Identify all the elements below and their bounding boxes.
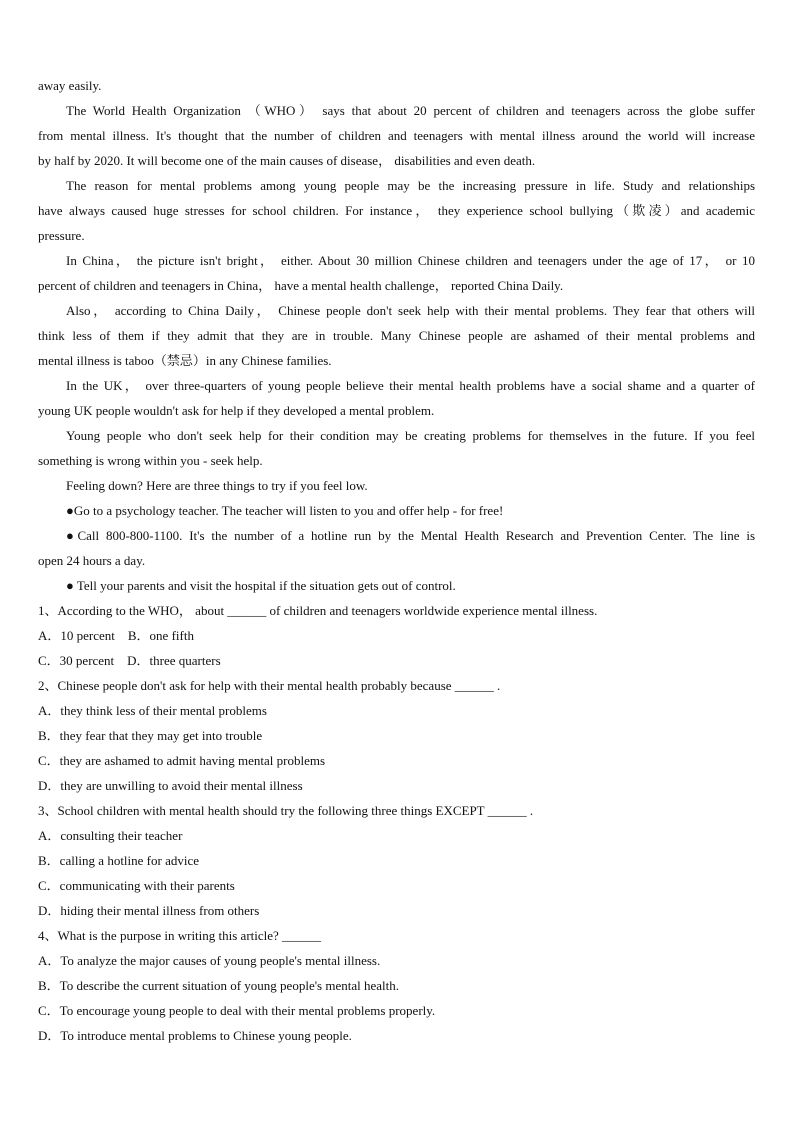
text-line: In the UK， over three-quarters of young people believe their mental health problems have a social shame and a quarter of bbox=[66, 378, 755, 393]
answer-option: A．consulting their teacher bbox=[38, 828, 183, 843]
passage-paragraph bbox=[38, 423, 755, 473]
text-line: something is wrong within you - seek help. bbox=[38, 453, 263, 468]
text-line: from mental illness. It's thought that the number of children and teenagers with mental illness around the world will increase bbox=[38, 128, 755, 143]
text-line: mental illness is taboo（禁忌）in any Chinese families. bbox=[38, 353, 332, 368]
text-line: young UK people wouldn't ask for help if they developed a mental problem. bbox=[38, 403, 435, 418]
passage-paragraph bbox=[38, 523, 755, 573]
text-line: The reason for mental problems among young people may be the increasing pressure in life. Study and relationships bbox=[66, 178, 755, 193]
text-line: Also， according to China Daily， Chinese people don't seek help with their mental problems. They fear that others will bbox=[66, 303, 755, 318]
text-line: have always caused huge stresses for school children. For instance， they experience school bullying（欺凌）and academic bbox=[38, 203, 755, 218]
text-line: percent of children and teenagers in China， have a mental health challenge， reported China Daily. bbox=[38, 278, 564, 293]
passage-paragraph bbox=[38, 98, 755, 173]
question-stem: 3、School children with mental health should try the following three things EXCEPT ______ . bbox=[38, 803, 534, 818]
text-line: pressure. bbox=[38, 228, 85, 243]
passage-paragraph bbox=[38, 298, 755, 373]
passage-paragraph bbox=[38, 473, 755, 498]
answer-option: C．communicating with their parents bbox=[38, 878, 235, 893]
question-stem: 1、According to the WHO， about ______ of children and teenagers worldwide experience mental illness. bbox=[38, 603, 598, 618]
text-line: ●Call 800-800-1100. It's the number of a hotline run by the Mental Health Research and Prevention Center. The line is bbox=[66, 528, 755, 543]
answer-option: B．calling a hotline for advice bbox=[38, 853, 200, 868]
text-line: In China， the picture isn't bright， either. About 30 million Chinese children and teenagers under the age of 17， or 10 bbox=[66, 253, 755, 268]
question bbox=[38, 598, 755, 673]
document-body bbox=[38, 73, 755, 1048]
passage-paragraph bbox=[38, 373, 755, 423]
passage-paragraph bbox=[38, 73, 755, 98]
answer-option: A．To analyze the major causes of young people's mental illness. bbox=[38, 953, 381, 968]
answer-option: D．they are unwilling to avoid their mental illness bbox=[38, 778, 303, 793]
answer-option: C．30 percent D．three quarters bbox=[38, 653, 221, 668]
answer-option: A．10 percent B．one fifth bbox=[38, 628, 194, 643]
question-stem: 2、Chinese people don't ask for help with their mental health probably because ______ . bbox=[38, 678, 501, 693]
answer-option: C．To encourage young people to deal with their mental problems properly. bbox=[38, 1003, 436, 1018]
passage-paragraph bbox=[38, 573, 755, 598]
text-line: by half by 2020. It will become one of the main causes of disease， disabilities and even death. bbox=[38, 153, 536, 168]
question-stem: 4、What is the purpose in writing this article? ______ bbox=[38, 928, 322, 943]
passage-paragraph bbox=[38, 498, 755, 523]
answer-option: D．To introduce mental problems to Chinese young people. bbox=[38, 1028, 352, 1043]
answer-option: C．they are ashamed to admit having mental problems bbox=[38, 753, 326, 768]
answer-option: B．they fear that they may get into trouble bbox=[38, 728, 263, 743]
text-line: ● Tell your parents and visit the hospital if the situation gets out of control. bbox=[66, 578, 456, 593]
text-line: The World Health Organization （WHO） says that about 20 percent of children and teenagers across the globe suffer bbox=[66, 103, 755, 118]
passage-paragraph bbox=[38, 248, 755, 298]
text-line: think less of them if they admit that they are in trouble. Many Chinese people are ashamed of their mental problems and bbox=[38, 328, 755, 343]
text-line: Young people who don't seek help for their condition may be creating problems for themselves in the future. If you feel bbox=[66, 428, 755, 443]
answer-option: B．To describe the current situation of young people's mental health. bbox=[38, 978, 400, 993]
text-line: away easily. bbox=[38, 78, 102, 93]
question bbox=[38, 673, 755, 798]
text-line: ●Go to a psychology teacher. The teacher will listen to you and offer help - for free! bbox=[66, 503, 504, 518]
question bbox=[38, 798, 755, 923]
answer-option: D．hiding their mental illness from others bbox=[38, 903, 260, 918]
text-line: open 24 hours a day. bbox=[38, 553, 146, 568]
text-line: Feeling down? Here are three things to try if you feel low. bbox=[66, 478, 368, 493]
question bbox=[38, 923, 755, 1048]
passage-paragraph bbox=[38, 173, 755, 248]
answer-option: A．they think less of their mental problems bbox=[38, 703, 267, 718]
